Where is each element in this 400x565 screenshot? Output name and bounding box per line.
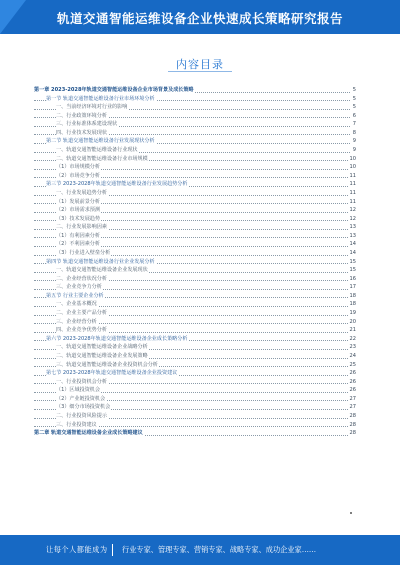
toc-entry-page: 16 [349,275,356,282]
toc-entry-page: 10 [349,155,356,162]
toc-entry-page: 21 [349,327,356,334]
page-marker-dot [350,512,352,514]
toc-entry-label: （1）市场规模分析 [56,164,100,171]
toc-entry-page: 27 [349,404,356,411]
toc-entry-page: 28 [349,430,356,437]
toc-entry[interactable] [34,309,356,318]
toc-entry-page: 5 [352,87,356,93]
toc-entry-label: 第二节 轨道交通智能运维设备行业发展现状分析 [46,138,155,145]
toc-entry-page: 8 [352,129,356,136]
toc-entry[interactable] [34,318,356,327]
toc-entry[interactable] [34,215,356,224]
toc-entry-page: 7 [352,121,356,128]
toc-entry-page: 22 [349,335,356,342]
report-footer [0,535,400,565]
toc-entry-label: 第二章 轨道交通智能运维设备企业成长策略建议 [34,430,143,437]
toc-entry-page: 28 [349,412,356,419]
toc-entry-page: 26 [349,378,356,385]
toc-entry-page: 20 [349,318,356,325]
toc-entry[interactable] [34,146,356,155]
toc-entry[interactable] [34,189,356,198]
table-of-contents [34,86,356,438]
toc-entry[interactable] [34,343,356,352]
toc-entry-label: （3）细分市场投资机会 [56,404,111,411]
toc-entry[interactable] [34,326,356,335]
toc-entry[interactable] [34,120,356,129]
toc-entry[interactable] [34,275,356,284]
toc-entry-label: （2）产业链投资机会 [56,395,106,402]
toc-entry[interactable] [34,378,356,387]
toc-entry-label: 一、轨道交通智能运维设备企业发展现状 [56,267,148,274]
toc-entry-label: 二、行业政策环境分析 [56,112,107,119]
toc-entry-label: 第七节 2023-2028年轨道交通智能运维设备企业投资建议 [46,370,178,377]
toc-entry[interactable] [34,112,356,121]
toc-entry[interactable] [34,249,356,258]
toc-entry[interactable] [34,266,356,275]
toc-entry[interactable] [34,386,356,395]
toc-entry-page: 24 [349,352,356,359]
toc-entry-label: （3）行业进入壁垒分析 [56,249,111,256]
report-title: 轨道交通智能运维设备企业快速成长策略研究报告 [56,11,343,26]
toc-entry-page: 13 [349,224,356,231]
toc-entry-page: 27 [349,395,356,402]
toc-entry[interactable] [34,223,356,232]
toc-entry[interactable] [34,283,356,292]
toc-entry-label: （2）市场竞争分析 [56,172,100,179]
toc-entry[interactable] [34,429,356,438]
toc-entry-page: 15 [349,258,356,265]
toc-entry-label: （2）市场需求预测 [56,207,100,214]
toc-entry[interactable] [34,292,356,301]
toc-entry-label: 三、轨道交通智能运维设备企业投资机会分析 [56,361,158,368]
toc-entry-label: 第三节 2023-2028年轨道交通智能运维设备行业发展趋势分析 [46,181,188,188]
toc-entry-page: 13 [349,232,356,239]
toc-entry-page: 14 [349,249,356,256]
toc-entry[interactable] [34,103,356,112]
toc-entry-label: 一、行业投资机会分析 [56,378,107,385]
toc-entry-page: 9 [352,147,356,154]
toc-entry[interactable] [34,300,356,309]
toc-entry[interactable] [34,95,356,104]
toc-entry-label: 第一节 轨道交通智能运维设备行业市场环境分析 [46,95,155,102]
toc-entry-page: 12 [349,207,356,214]
toc-entry[interactable] [34,172,356,181]
toc-entry[interactable] [34,335,356,344]
toc-entry-page: 28 [349,421,356,428]
toc-entry-label: 二、企业主要产品分析 [56,310,107,317]
toc-entry-label: 第五节 行业主要企业分析 [46,292,104,299]
toc-entry[interactable] [34,155,356,164]
toc-entry-label: 第六节 2023-2028年轨道交通智能运维设备企业成长策略分析 [46,335,188,342]
toc-entry-label: 三、企业经营分析 [56,318,97,325]
toc-entry[interactable] [34,137,356,146]
toc-entry[interactable] [34,206,356,215]
toc-entry-page: 23 [349,344,356,351]
toc-entry-page: 5 [352,95,356,102]
toc-entry[interactable] [34,198,356,207]
toc-entry[interactable] [34,369,356,378]
toc-entry-page: 6 [352,112,356,119]
toc-entry-label: （1）区域投资机会 [56,387,100,394]
toc-heading: 内容目录 [176,58,224,71]
toc-entry-label: 二、行业发展影响因素 [56,224,107,231]
toc-entry-label: 一、企业基本概况 [56,301,97,308]
footer-slogan: 让每个人都能成为 [46,545,108,554]
toc-entry-label: 三、行业标准体系建设现状 [56,121,118,128]
toc-entry-label: （1）发展前景分析 [56,198,100,205]
toc-entry-page: 11 [349,181,356,188]
footer-experts: 行业专家、管理专家、营销专家、战略专家、成功企业家…… [122,545,317,554]
toc-entry-label: （3）技术发展趋势 [56,215,100,222]
toc-entry[interactable] [34,240,356,249]
toc-entry-label: 三、行业投资建议 [56,421,97,428]
toc-entry-label: 四、行业技术发展现状 [56,129,107,136]
toc-entry-page: 11 [349,172,356,179]
toc-entry[interactable] [34,361,356,370]
toc-entry-page: 12 [349,215,356,222]
toc-entry-page: 11 [349,189,356,196]
toc-entry-page: 10 [349,164,356,171]
toc-entry[interactable] [34,86,356,95]
toc-entry-page: 26 [349,370,356,377]
toc-entry-page: 9 [352,138,356,145]
toc-entry-page: 14 [349,241,356,248]
toc-entry[interactable] [34,403,356,412]
toc-entry[interactable] [34,163,356,172]
toc-entry-label: 一、轨道交通智能运维设备企业战略分析 [56,344,148,351]
toc-entry-label: 三、企业竞争力分析 [56,284,102,291]
toc-entry-label: 二、轨道交通智能运维设备行业市场规模 [56,155,148,162]
toc-entry[interactable] [34,352,356,361]
toc-entry[interactable] [34,395,356,404]
toc-entry-page: 25 [349,361,356,368]
toc-entry-label: 二、企业经营状况分析 [56,275,107,282]
toc-entry-page: 18 [349,292,356,299]
footer-divider [112,544,113,556]
toc-entry-label: 一、当前经济环境对行业的影响 [56,104,128,111]
toc-entry[interactable] [34,180,356,189]
toc-entry-page: 15 [349,267,356,274]
toc-entry-page: 26 [349,387,356,394]
toc-entry[interactable] [34,412,356,421]
toc-entry-label: 二、行业投资风险提示 [56,412,107,419]
toc-entry-page: 11 [349,198,356,205]
toc-heading-underline [168,71,232,72]
toc-entry-page: 18 [349,301,356,308]
report-header [0,0,400,34]
toc-entry[interactable] [34,129,356,138]
toc-entry-page: 17 [349,284,356,291]
toc-entry-label: （2）不利因素分析 [56,241,100,248]
toc-entry-label: 一、轨道交通智能运维设备行业现状 [56,147,138,154]
toc-entry-page: 19 [349,310,356,317]
toc-entry-label: 一、行业发展趋势分析 [56,189,107,196]
toc-entry-label: 二、轨道交通智能运维设备企业发展策略 [56,352,148,359]
toc-entry-page: 5 [352,104,356,111]
toc-entry-label: 四、企业竞争优势分析 [56,327,107,334]
toc-entry[interactable] [34,421,356,430]
toc-entry[interactable] [34,258,356,267]
toc-entry-label: 第一章 2023-2028年轨道交通智能运维设备企业市场背景及成长策略 [34,87,194,93]
toc-entry-label: （1）有利因素分析 [56,232,100,239]
toc-entry-label: 第四节 轨道交通智能运维设备行业企业发展分析 [46,258,155,265]
toc-entry[interactable] [34,232,356,241]
